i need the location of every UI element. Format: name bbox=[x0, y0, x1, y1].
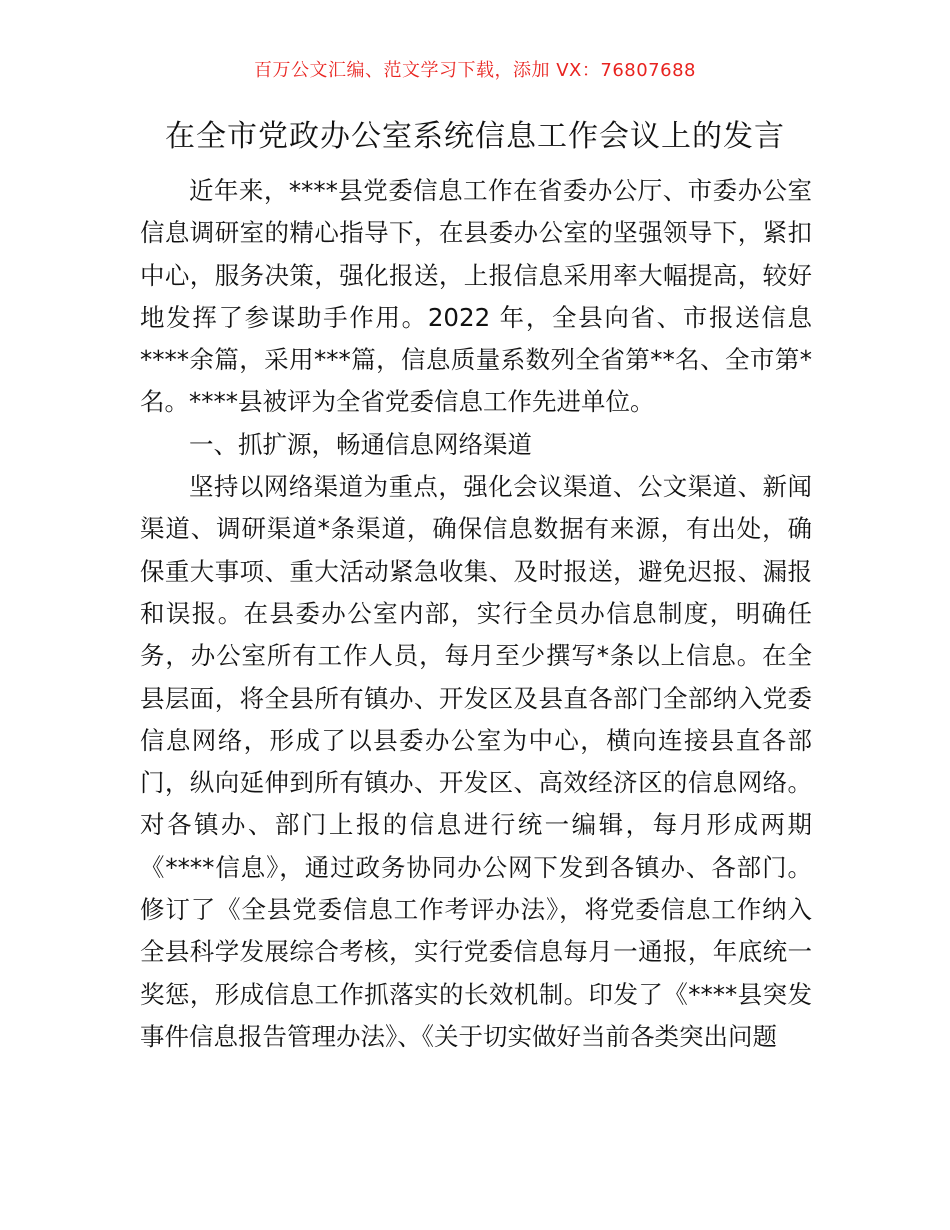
promo-banner: 百万公文汇编、范文学习下载，添加 VX：76807688 bbox=[254, 60, 696, 81]
paragraph-intro: 近年来，****县党委信息工作在省委办公厅、市委办公室信息调研室的精心指导下，在县委办公室的坚强领导下，紧扣中心，服务决策，强化报送，上报信息采用率大幅提高，较好地发挥了参谋助手作用。2022 年，全县向省、市报送信息****余篇，采用***篇，信息质量系数列全省第**名、全市第*名。****县被评为全省党委信息工作先进单位。 bbox=[140, 176, 812, 417]
paragraph-section-1: 坚持以网络渠道为重点，强化会议渠道、公文渠道、新闻渠道、调研渠道*条渠道，确保信息数据有来源，有出处，确保重大事项、重大活动紧急收集、及时报送，避免迟报、漏报和误报。在县委办公室内部，实行全员办信息制度，明确任务，办公室所有工作人员，每月至少撰写*条以上信息。在全县层面，将全县所有镇办、开发区及县直各部门全部纳入党委信息网络，形成了以县委办公室为中心，横向连接县直各部门，纵向延伸到所有镇办、开发区、高效经济区的信息网络。对各镇办、部门上报的信息进行统一编辑，每月形成两期《****信息》，通过政务协同办公网下发到各镇办、各部门。修订了《全县党委信息工作考评办法》，将党委信息工作纳入全县科学发展综合考核，实行党委信息每月一通报，年底统一奖惩，形成信息工作抓落实的长效机制。印发了《****县突发事件信息报告管理办法》、《关于切实做好当前各类突出问题 bbox=[140, 472, 812, 1051]
document-body bbox=[140, 170, 812, 1058]
document-title: 在全市党政办公室系统信息工作会议上的发言 bbox=[165, 119, 785, 154]
section-heading-1: 一、抓扩源，畅通信息网络渠道 bbox=[189, 429, 532, 459]
